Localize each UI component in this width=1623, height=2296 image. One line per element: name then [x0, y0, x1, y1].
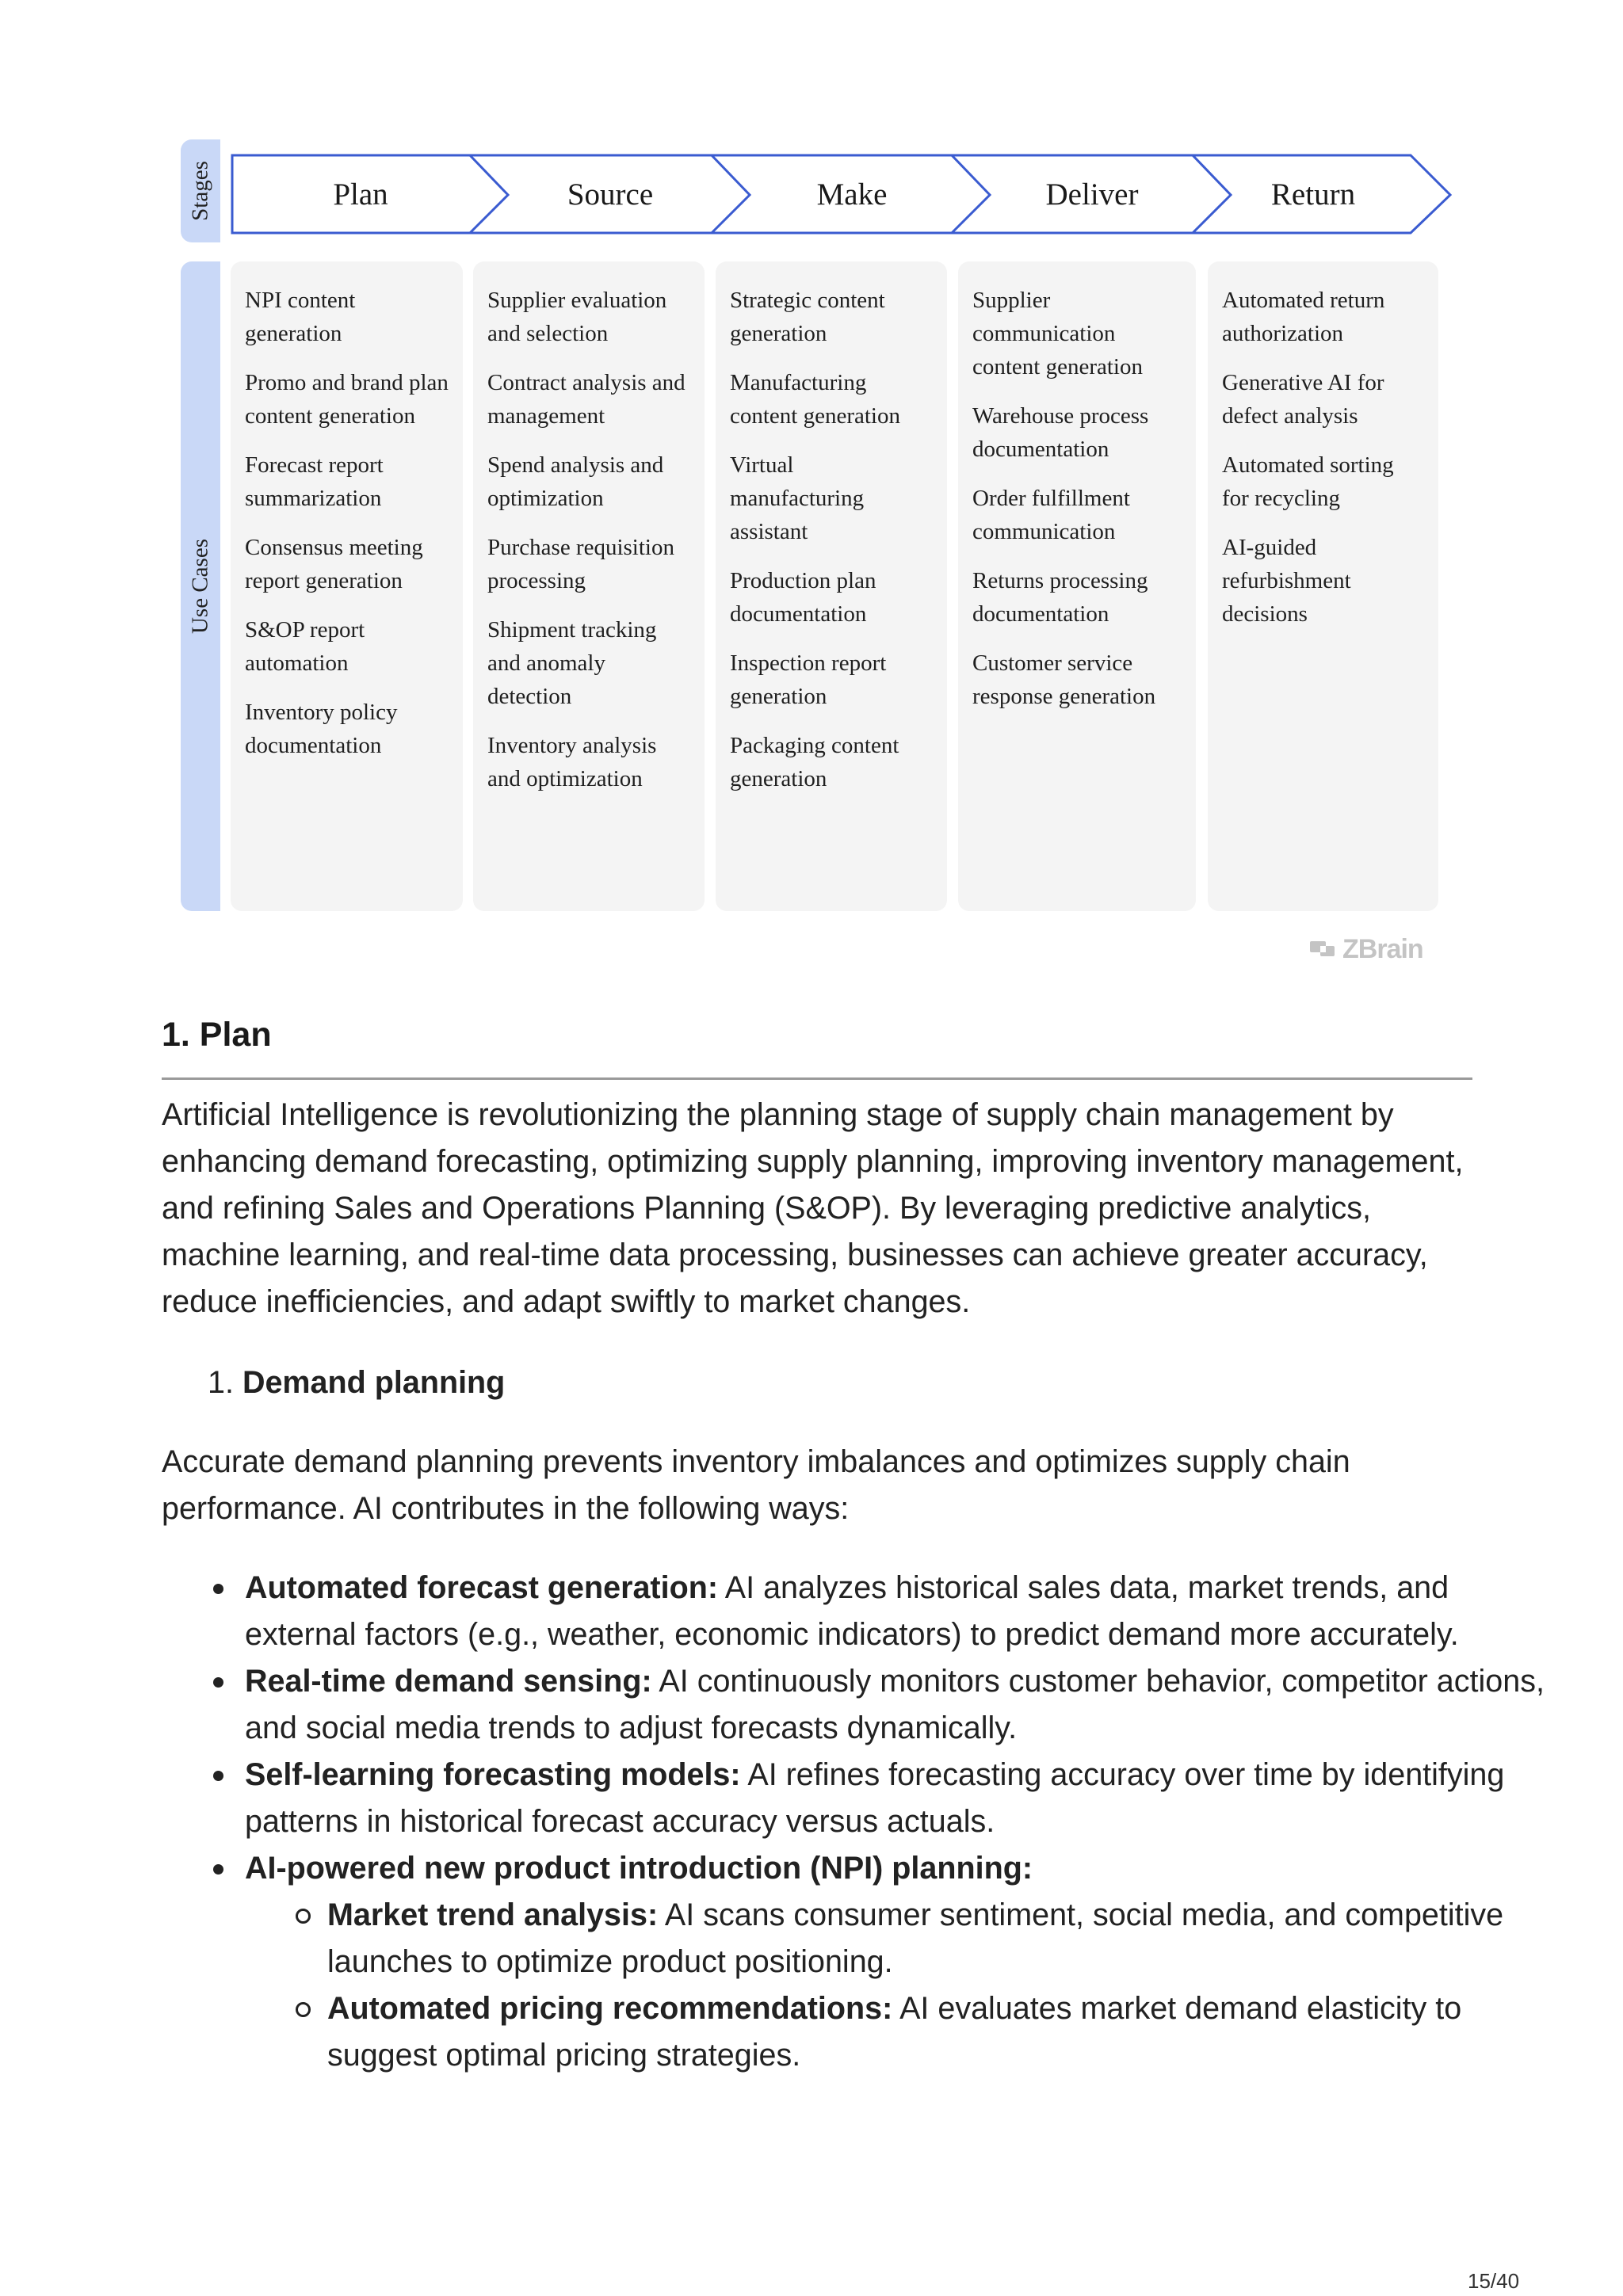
- sub-bullet-term: Market trend analysis:: [327, 1897, 659, 1932]
- subheading-number: 1.: [208, 1365, 234, 1400]
- use-case-column-make: [716, 261, 947, 911]
- use-case-item: Warehouse process documentation: [972, 403, 1149, 462]
- bullet-list: [162, 1565, 1560, 2079]
- use-case-item: Purchase requisition processing: [487, 535, 674, 593]
- use-case-item: Shipment tracking and anomaly detection: [487, 617, 657, 709]
- stage-label-make: Make: [816, 177, 888, 212]
- stage-label-deliver: Deliver: [1045, 177, 1139, 212]
- use-case-item: Forecast report summarization: [245, 452, 384, 511]
- use-case-item: Production plan documentation: [730, 568, 876, 627]
- bullet-term: AI-powered new product introduction (NPI) planning:: [245, 1851, 1033, 1886]
- bullet-term: Real-time demand sensing:: [245, 1664, 652, 1699]
- use-case-item: Order fulfillment communication: [972, 486, 1130, 544]
- use-case-column-deliver: [958, 261, 1196, 911]
- use-case-item: Spend analysis and optimization: [487, 452, 664, 511]
- use-case-item: Packaging content generation: [730, 733, 899, 791]
- brand-watermark: [1309, 933, 1423, 965]
- subheading-text: Demand planning: [242, 1365, 506, 1400]
- stages-side-label: Stages: [187, 161, 213, 221]
- bullet-text: AI analyzes historical sales data, market trends, and external factors (e.g., weather, economic indicators) to predict demand more accurately.: [245, 1570, 1459, 1652]
- sub-bullet-list: [245, 1892, 1560, 2079]
- sub-list-item: [327, 1892, 1560, 1985]
- use-case-item: Automated sorting for recycling: [1222, 452, 1394, 511]
- use-case-item: Supplier evaluation and selection: [487, 288, 667, 346]
- chat-bubble-icon: [1309, 939, 1336, 959]
- use-case-item: AI-guided refurbishment decisions: [1222, 535, 1351, 627]
- sub-list-item: [327, 1985, 1560, 2079]
- use-case-item: Inventory policy documentation: [245, 700, 398, 758]
- list-item: [245, 1565, 1560, 1658]
- supply-chain-diagram: [0, 0, 1623, 974]
- subsection-intro: Accurate demand planning prevents inventory imbalances and optimizes supply chain performance. AI contributes in the following ways:: [162, 1444, 1350, 1526]
- use-case-item: S&OP report automation: [245, 617, 365, 676]
- use-case-item: NPI content generation: [245, 288, 356, 346]
- use-case-column-source: [473, 261, 705, 911]
- bullet-text: AI refines forecasting accuracy over time by identifying patterns in historical forecast accuracy versus actuals.: [245, 1757, 1505, 1839]
- use-case-item: Inventory analysis and optimization: [487, 733, 657, 791]
- list-item: [245, 1752, 1560, 1845]
- section-divider: [162, 1077, 1472, 1080]
- use-case-item: Contract analysis and management: [487, 370, 685, 429]
- sub-bullet-term: Automated pricing recommendations:: [327, 1991, 893, 2026]
- list-item: [245, 1658, 1560, 1752]
- use-case-item: Inspection report generation: [730, 650, 887, 709]
- use-case-item: Promo and brand plan content generation: [245, 370, 449, 429]
- section-intro: Artificial Intelligence is revolutionizing the planning stage of supply chain management by enhancing demand forecasting, optimizing supply planning, improving inventory management, and refining Sales and Operations Planning (S&OP). By leveraging predictive analytics, machine learning, and real-time data processing, businesses can achieve greater accuracy, reduce inefficiencies, and adapt swiftly to market changes.: [162, 1097, 1464, 1319]
- use-case-item: Consensus meeting report generation: [245, 535, 423, 593]
- bullet-text: AI continuously monitors customer behavior, competitor actions, and social media trends to adjust forecasts dynamically.: [245, 1664, 1545, 1745]
- stage-label-plan: Plan: [333, 177, 388, 212]
- section-title: 1. Plan: [162, 1016, 272, 1054]
- use-cases-side-label: Use Cases: [187, 538, 213, 635]
- page-number: 15/40: [1468, 2269, 1520, 2293]
- use-case-item: Customer service response generation: [972, 650, 1156, 709]
- brand-name: ZBrain: [1342, 933, 1423, 964]
- bullet-term: Self-learning forecasting models:: [245, 1757, 741, 1792]
- use-case-item: Strategic content generation: [730, 288, 885, 346]
- use-case-item: Generative AI for defect analysis: [1222, 370, 1384, 429]
- use-case-item: Manufacturing content generation: [730, 370, 900, 429]
- stage-label-source: Source: [567, 177, 654, 212]
- sub-bullet-text: AI scans consumer sentiment, social media, and competitive launches to optimize product positioning.: [327, 1897, 1504, 1979]
- use-case-column-plan: [231, 261, 463, 911]
- subheading: [208, 1360, 505, 1406]
- stage-label-return: Return: [1270, 177, 1356, 212]
- use-case-column-return: [1208, 261, 1438, 911]
- use-case-item: Returns processing documentation: [972, 568, 1148, 627]
- use-case-item: Automated return authorization: [1222, 288, 1385, 346]
- bullet-term: Automated forecast generation:: [245, 1570, 718, 1605]
- use-case-item: Virtual manufacturing assistant: [730, 452, 865, 544]
- use-case-item: Supplier communication content generation: [972, 288, 1143, 379]
- list-item: [245, 1845, 1560, 2079]
- sub-bullet-text: AI evaluates market demand elasticity to suggest optimal pricing strategies.: [327, 1991, 1462, 2073]
- use-cases-side-tab: [181, 261, 220, 911]
